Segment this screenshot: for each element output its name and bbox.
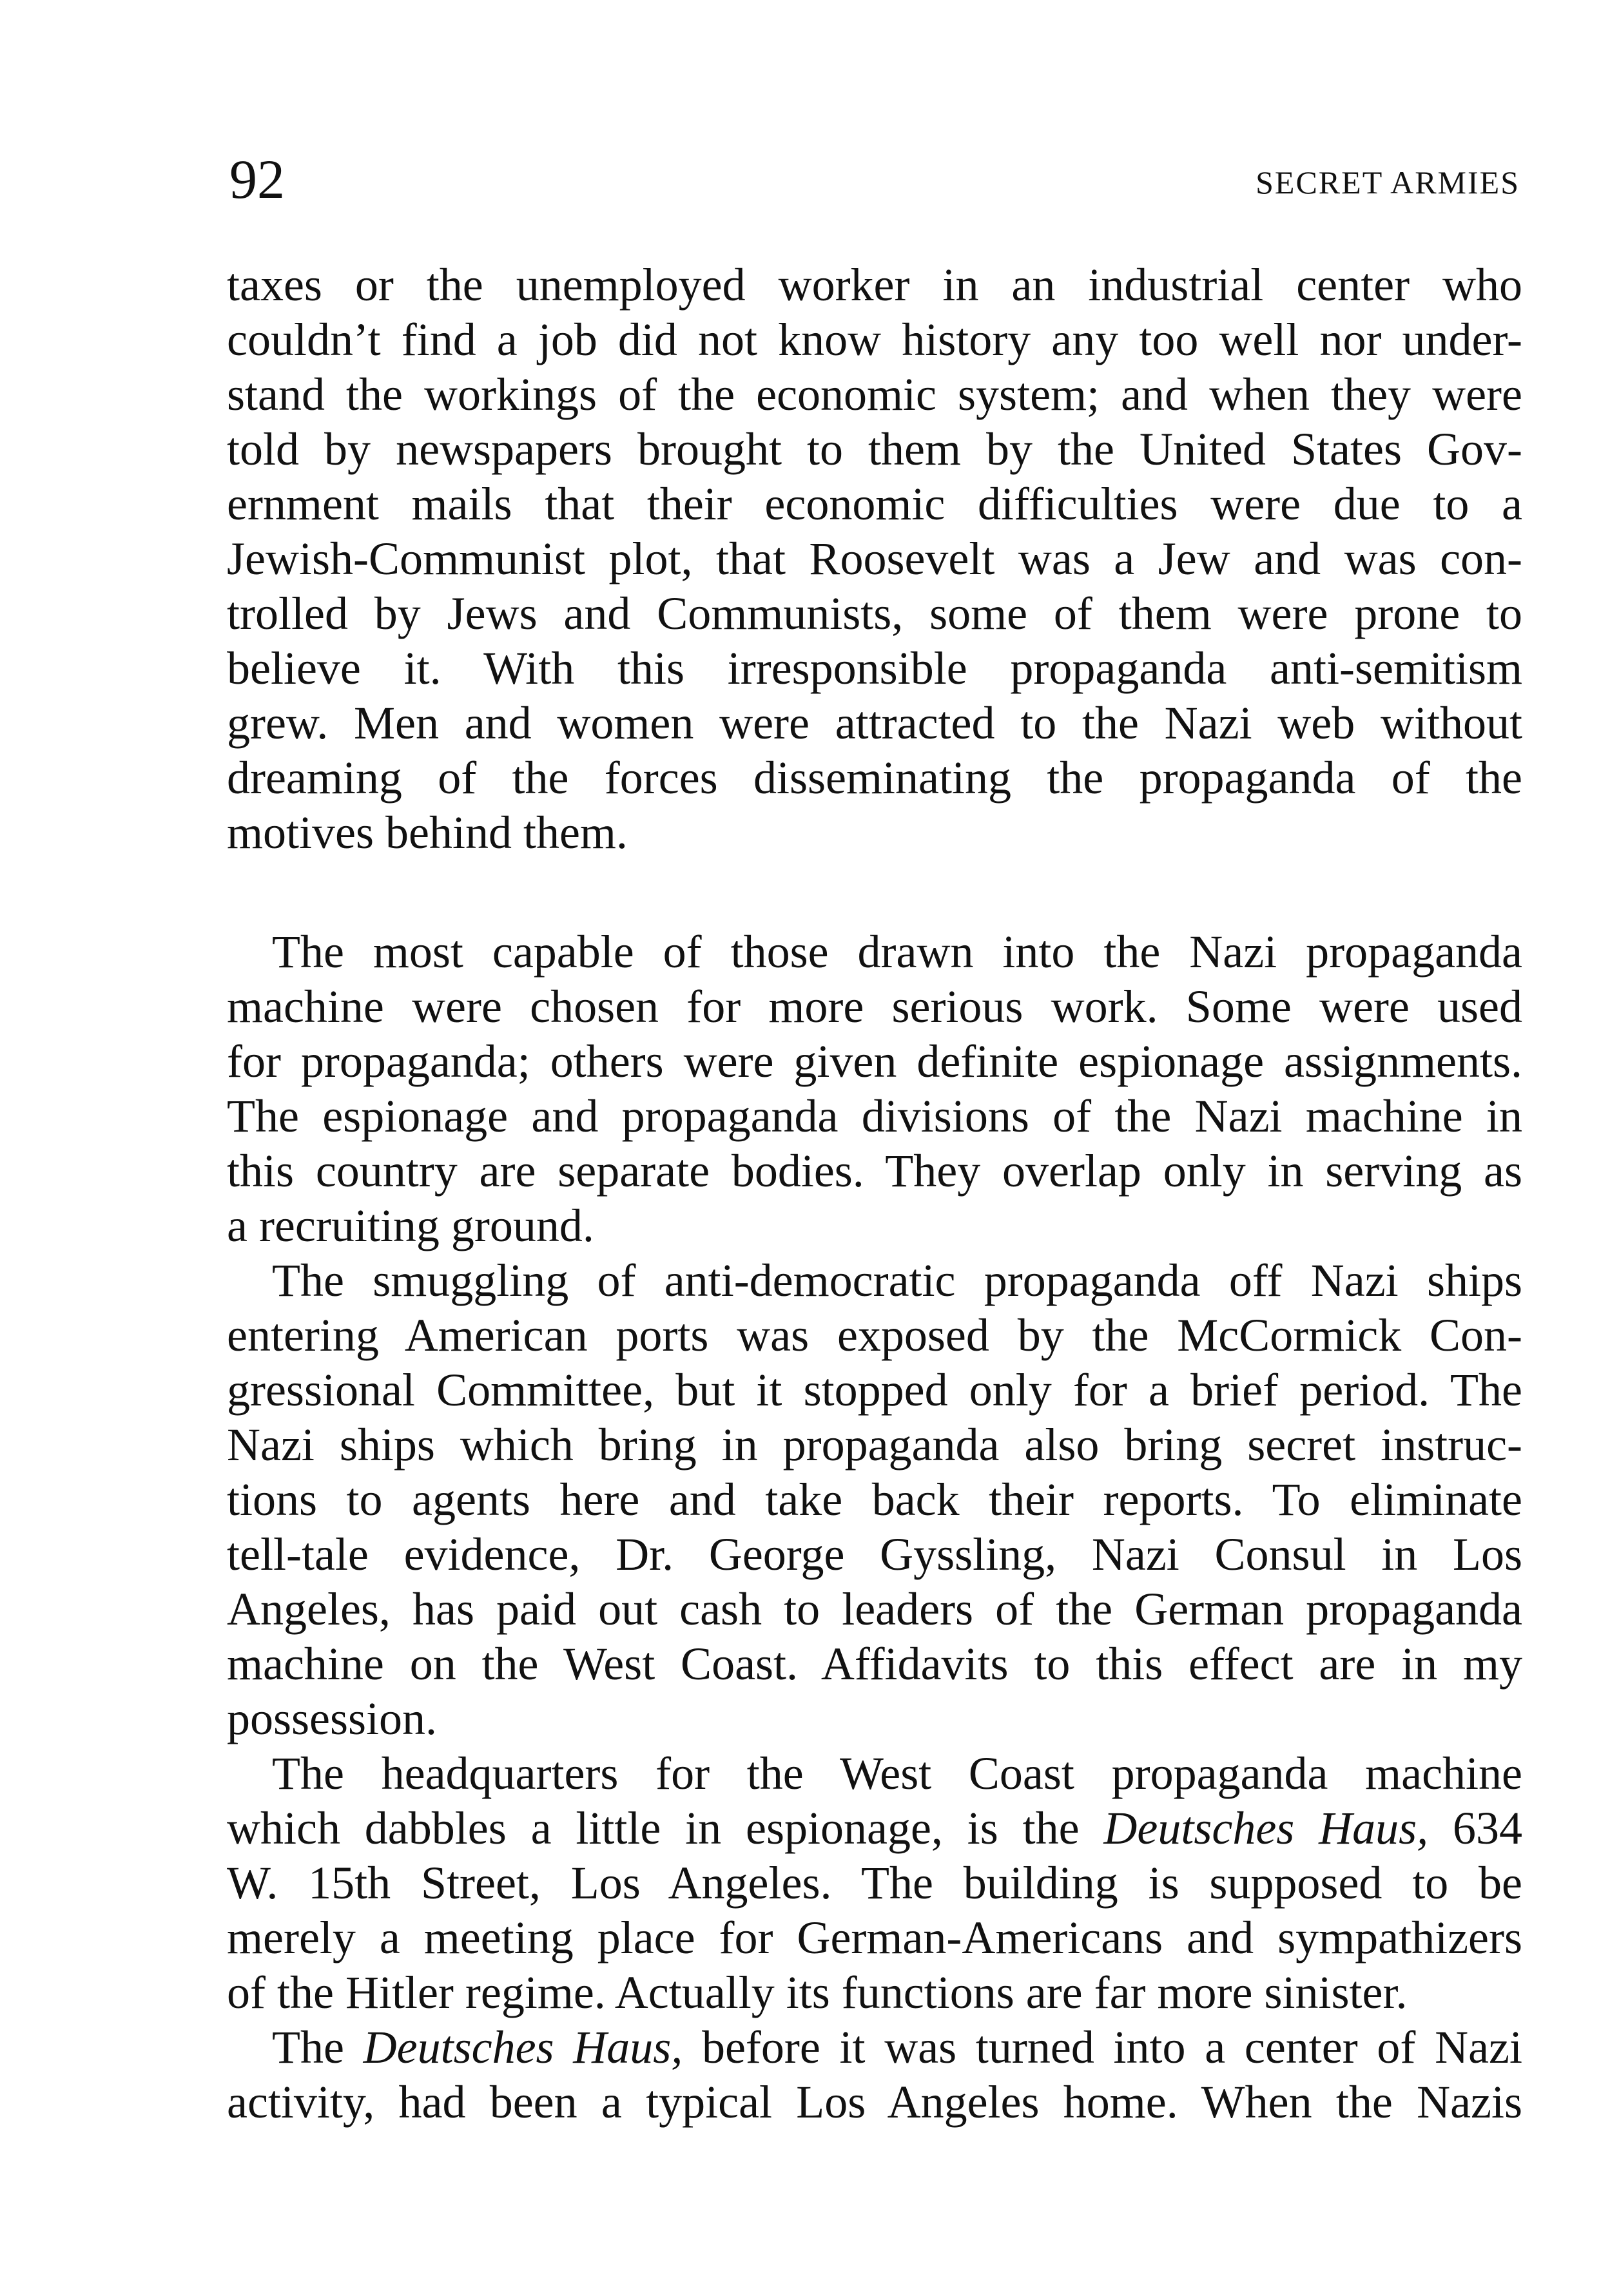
text-line: Nazi ships which bring in propaganda also bring secret instruc- [227, 1419, 1522, 1471]
text-line: stand the workings of the economic system; and when they were [227, 369, 1522, 420]
text-line: The headquarters for the West Coast propaganda machine [272, 1748, 1522, 1799]
text-line: motives behind them. [227, 807, 628, 858]
text-line: gressional Committee, but it stopped only for a brief period. The [227, 1364, 1522, 1416]
body-text [227, 258, 1522, 2130]
text-line: Angeles, has paid out cash to leaders of the German propaganda [227, 1583, 1522, 1635]
text-line: The smuggling of anti-democratic propaganda off Nazi ships [272, 1255, 1522, 1306]
italic-title: Deutsches Haus, [363, 2021, 683, 2073]
text-line: for propaganda; others were given definite espionage assignments. [227, 1036, 1522, 1087]
text-line: machine were chosen for more serious work. Some were used [227, 981, 1522, 1032]
text-line: of the Hitler regime. Actually its functions are far more sinister. [227, 1967, 1408, 2018]
text-line: ernment mails that their economic difficulties were due to a [227, 478, 1522, 530]
text-line: tions to agents here and take back their reports. To eliminate [227, 1474, 1522, 1525]
text-line: W. 15th Street, Los Angeles. The building is supposed to be [227, 1857, 1522, 1909]
text-line: taxes or the unemployed worker in an industrial center who [227, 259, 1522, 311]
text-line: possession. [227, 1693, 438, 1744]
text-segment: The [272, 2021, 364, 2073]
text-line: a recruiting ground. [227, 1200, 594, 1251]
text-segment: 634 [1428, 1802, 1522, 1854]
text-line: tell-tale evidence, Dr. George Gyssling, Nazi Consul in Los [227, 1529, 1522, 1580]
page-number: 92 [229, 148, 285, 210]
paragraph [227, 1746, 1522, 2020]
text-line: The espionage and propaganda divisions of the Nazi machine in [227, 1090, 1522, 1142]
text-line [227, 2020, 1522, 2075]
text-line: The most capable of those drawn into the Nazi propaganda [272, 926, 1522, 978]
text-segment: before it was turned into a center of Nazi [683, 2021, 1522, 2073]
text-line: trolled by Jews and Communists, some of them were prone to [227, 588, 1522, 639]
paragraph [227, 2020, 1522, 2130]
text-line: dreaming of the forces disseminating the propaganda of the [227, 752, 1522, 804]
text-line: merely a meeting place for German-Americans and sympathizers [227, 1912, 1522, 1963]
text-line: believe it. With this irresponsible propaganda anti-semitism [227, 642, 1522, 694]
text-line: grew. Men and women were attracted to the Nazi web without [227, 697, 1522, 749]
text-line: this country are separate bodies. They overlap only in serving as [227, 1145, 1522, 1197]
text-line: machine on the West Coast. Affidavits to this effect are in my [227, 1638, 1522, 1690]
text-line: Jewish-Communist plot, that Roosevelt was a Jew and was con- [227, 533, 1522, 584]
running-header: SECRET ARMIES [1256, 164, 1520, 200]
text-line: entering American ports was exposed by the McCormick Con- [227, 1309, 1522, 1361]
paragraph [227, 258, 1522, 860]
text-line: told by newspapers brought to them by the United States Gov- [227, 423, 1522, 475]
text-segment: which dabbles a little in espionage, is the [227, 1802, 1104, 1854]
text-line [227, 1801, 1522, 1856]
paragraph [227, 925, 1522, 1253]
text-line: activity, had been a typical Los Angeles home. When the Nazis [227, 2076, 1522, 2128]
paragraph [227, 1253, 1522, 1746]
text-line: couldn’t find a job did not know history any too well nor under- [227, 314, 1522, 365]
italic-title: Deutsches Haus, [1103, 1802, 1429, 1854]
